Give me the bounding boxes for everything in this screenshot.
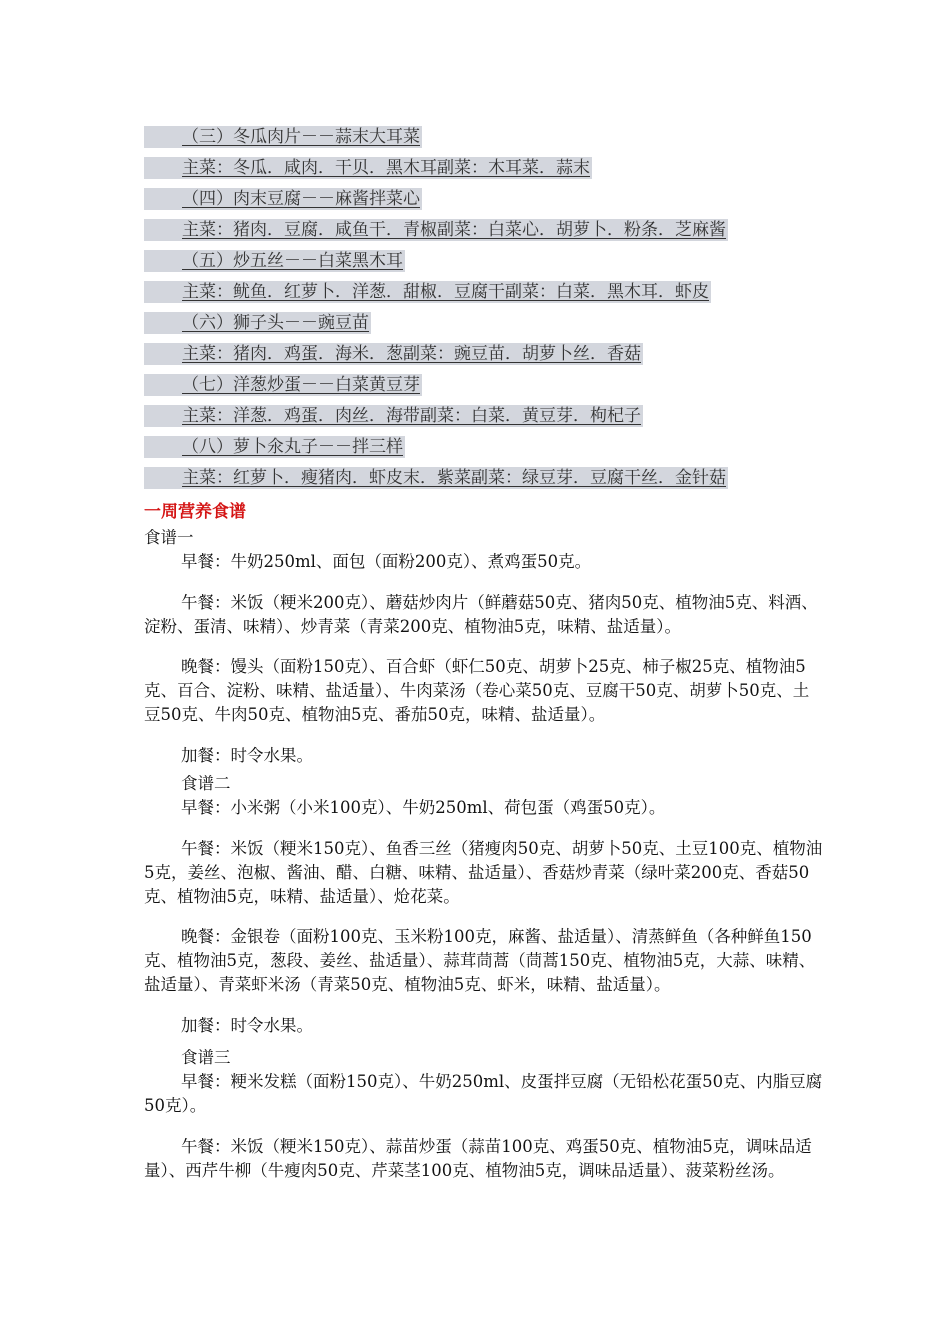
- meal-paragraph: 午餐：米饭（粳米150克）、蒜苗炒蛋（蒜苗100克、鸡蛋50克、植物油5克，调味品适量）、西芹牛柳（牛瘦肉50克、芹菜茎100克、植物油5克，调味品适量）、菠菜粉丝汤。: [144, 1136, 812, 1180]
- recipe-block: [144, 1046, 824, 1199]
- highlighted-line-text: （六）狮子头－－豌豆苗: [182, 313, 369, 333]
- highlighted-line: [144, 219, 728, 241]
- highlighted-line: [144, 250, 405, 272]
- recipe-title: 食谱二: [181, 774, 231, 793]
- meal-paragraph: 早餐：小米粥（小米100克）、牛奶250ml、荷包蛋（鸡蛋50克）。: [181, 798, 666, 817]
- meal-paragraph: 早餐：牛奶250ml、面包（面粉200克）、煮鸡蛋50克。: [181, 552, 592, 571]
- highlighted-line-text: 主菜：鱿鱼．红萝卜．洋葱．甜椒．豆腐干副菜：白菜．黑木耳．虾皮: [182, 282, 709, 302]
- meal-paragraph: 早餐：粳米发糕（面粉150克）、牛奶250ml、皮蛋拌豆腐（无铅松花蛋50克、内脂豆腐50克）。: [144, 1072, 823, 1115]
- highlighted-line-text: （七）洋葱炒蛋－－白菜黄豆芽: [182, 375, 420, 395]
- highlighted-line: [144, 436, 405, 458]
- highlighted-line: [144, 467, 728, 489]
- highlighted-line: [144, 343, 643, 365]
- highlighted-line-text: 主菜：红萝卜．瘦猪肉．虾皮末．紫菜副菜：绿豆芽．豆腐干丝．金针菇: [182, 468, 726, 488]
- highlighted-line-text: （三）冬瓜肉片－－蒜末大耳菜: [182, 127, 420, 147]
- meal-paragraph: 加餐：时令水果。: [181, 1015, 313, 1035]
- meal-paragraph: 晚餐：馒头（面粉150克）、百合虾（虾仁50克、胡萝卜25克、柿子椒25克、植物油5克、百合、淀粉、味精、盐适量）、牛肉菜汤（卷心菜50克、豆腐干50克、胡萝卜50克、土豆50克、牛肉50克、植物油5克、番茄50克，味精、盐适量）。: [144, 657, 810, 724]
- highlighted-line-text: （四）肉末豆腐－－麻酱拌菜心: [182, 189, 420, 209]
- highlighted-line: [144, 188, 422, 210]
- meal-paragraph: 晚餐：金银卷（面粉100克、玉米粉100克，麻酱、盐适量）、清蒸鲜鱼（各种鲜鱼150克、植物油5克，葱段、姜丝、盐适量）、蒜茸茼蒿（茼蒿150克、植物油5克，大蒜、味精、盐适量）、青菜虾米汤（青菜50克、植物油5克、虾米，味精、盐适量）。: [144, 927, 816, 994]
- highlighted-line-text: （八）萝卜氽丸子－－拌三样: [182, 437, 403, 457]
- highlighted-line: [144, 157, 592, 179]
- meal-paragraph: 午餐：米饭（粳米200克）、蘑菇炒肉片（鲜蘑菇50克、猪肉50克、植物油5克、料酒、淀粉、蛋清、味精）、炒青菜（青菜200克、植物油5克，味精、盐适量）。: [144, 592, 818, 636]
- meal-paragraph: 午餐：米饭（粳米150克）、鱼香三丝（猪瘦肉50克、胡萝卜50克、土豆100克、植物油5克，姜丝、泡椒、酱油、醋、白糖、味精、盐适量）、香菇炒青菜（绿叶菜200克、香菇50克、植物油5克，味精、盐适量）、炝花菜。: [144, 838, 823, 906]
- recipe-title: 食谱一: [144, 528, 194, 547]
- highlighted-line: [144, 405, 643, 427]
- section-title: 一周营养食谱: [144, 502, 246, 522]
- highlighted-line-text: （五）炒五丝－－白菜黑木耳: [182, 251, 403, 271]
- meal-paragraph: 加餐：时令水果。: [181, 745, 313, 765]
- highlighted-line: [144, 312, 371, 334]
- highlighted-line-text: 主菜：猪肉．豆腐．咸鱼干．青椒副菜：白菜心．胡萝卜．粉条．芝麻酱: [182, 220, 726, 240]
- recipe-block: [144, 772, 824, 1054]
- highlighted-line: [144, 126, 422, 148]
- recipe-block: [144, 526, 824, 784]
- highlighted-line-text: 主菜：洋葱．鸡蛋．肉丝．海带副菜：白菜．黄豆芽．枸杞子: [182, 406, 641, 426]
- highlighted-line: [144, 281, 711, 303]
- highlighted-line: [144, 374, 422, 396]
- highlighted-line-text: 主菜：猪肉．鸡蛋．海米．葱副菜：豌豆苗．胡萝卜丝．香菇: [182, 344, 641, 364]
- highlighted-line-text: 主菜：冬瓜．咸肉．干贝．黑木耳副菜：木耳菜．蒜末: [182, 158, 590, 178]
- recipe-title: 食谱三: [181, 1048, 231, 1067]
